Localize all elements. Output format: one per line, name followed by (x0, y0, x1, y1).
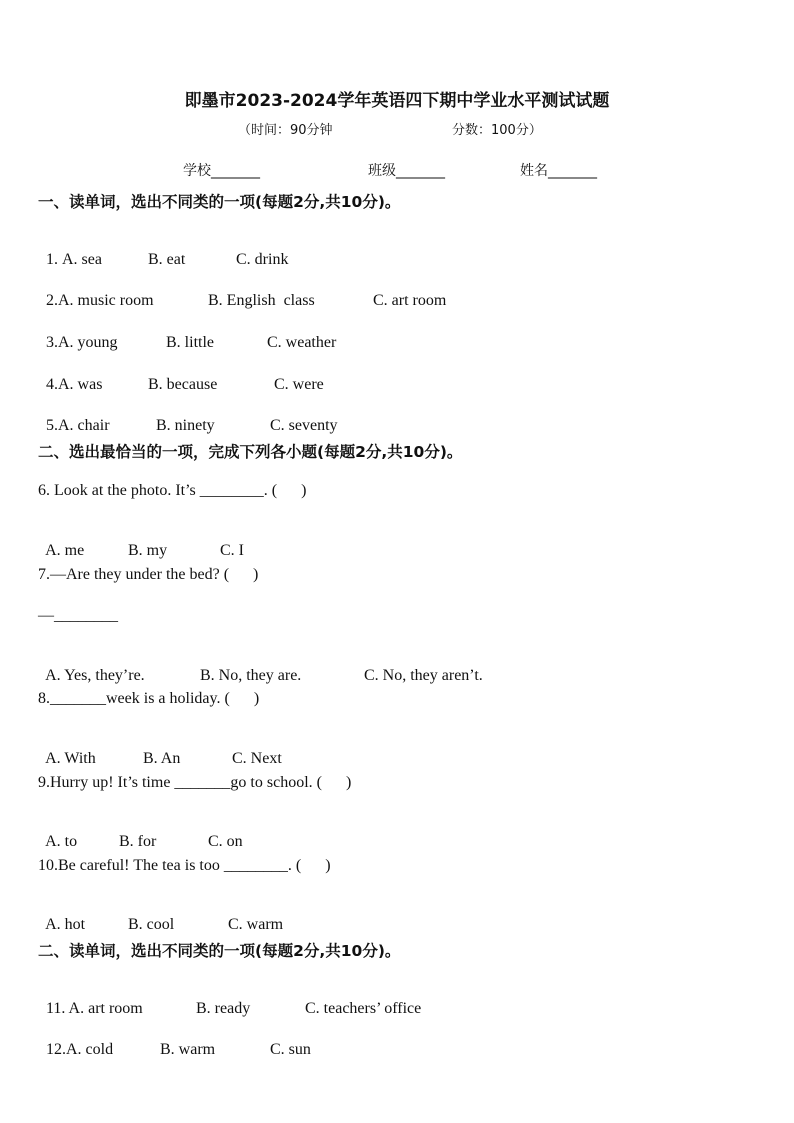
section-heading: 二、读单词，选出不同类的一项(每题2分,共10分)。 (38, 942, 401, 960)
question-number: 12. (46, 1041, 66, 1058)
option-c: C. on (208, 833, 243, 850)
option-b: B. eat (148, 251, 186, 268)
option-a: A. was (58, 376, 103, 393)
option-a: A. sea (62, 251, 102, 268)
option-c: C. drink (236, 251, 289, 268)
option-b: B. my (128, 542, 168, 559)
exam-time: （时间：90分钟 (238, 123, 333, 138)
option-c: C. sun (270, 1041, 311, 1058)
question-number: 3. (46, 334, 58, 351)
question-7-options (38, 649, 483, 685)
question-9-stem: 9.Hurry up! It’s time _______go to school. ( ) (38, 774, 352, 791)
question-7-answer-line: —________ (38, 607, 118, 624)
question-5 (38, 399, 338, 435)
section-heading: 二、选出最恰当的一项，完成下列各小题(每题2分,共10分)。 (38, 443, 463, 461)
question-6-options (38, 524, 244, 560)
option-b: B. ready (196, 1000, 251, 1017)
question-number: 5. (46, 417, 58, 434)
option-b: B. because (148, 376, 218, 393)
option-c: C. teachers’ office (305, 1000, 422, 1017)
option-a: A. hot (45, 916, 86, 933)
option-b: B. for (119, 833, 157, 850)
option-b: B. No, they are. (200, 667, 302, 684)
option-b: B. cool (128, 916, 175, 933)
question-1 (38, 233, 289, 269)
option-b: B. little (166, 334, 214, 351)
option-a: A. me (45, 542, 85, 559)
section-heading: 一、读单词，选出不同类的一项(每题2分,共10分)。 (38, 193, 401, 211)
option-c: C. I (220, 542, 244, 559)
question-2 (38, 274, 447, 310)
option-a: A. art room (68, 1000, 143, 1017)
question-number: 2. (46, 292, 58, 309)
question-9-options (38, 815, 243, 851)
option-b: B. An (143, 750, 181, 767)
question-10-options (38, 898, 284, 934)
option-c: C. art room (373, 292, 447, 309)
question-number: 11. (46, 1000, 69, 1017)
option-a: A. chair (58, 417, 110, 434)
page-title: 即墨市2023-2024学年英语四下期中学业水平测试试题 (184, 91, 610, 111)
option-b: B. English class (208, 292, 315, 309)
option-a: A. Yes, they’re. (45, 667, 145, 684)
question-number: 1. (46, 251, 62, 268)
option-c: C. seventy (270, 417, 338, 434)
question-8-options (38, 732, 282, 768)
option-a: A. to (45, 833, 78, 850)
option-c: C. were (274, 376, 324, 393)
question-7-stem: 7.—Are they under the bed? ( ) (38, 566, 259, 583)
question-4 (38, 358, 324, 394)
option-c: C. warm (228, 916, 284, 933)
option-a: A. young (58, 334, 118, 351)
option-b: B. ninety (156, 417, 215, 434)
question-11 (38, 982, 422, 1018)
option-a: A. cold (66, 1041, 114, 1058)
school-field: 学校_______ (183, 163, 260, 179)
option-c: C. Next (232, 750, 282, 767)
option-c: C. weather (267, 334, 337, 351)
question-3 (38, 316, 337, 352)
question-number: 4. (46, 376, 58, 393)
class-field: 班级_______ (368, 163, 445, 179)
option-a: A. With (45, 750, 96, 767)
name-field: 姓名_______ (520, 163, 597, 179)
option-c: C. No, they aren’t. (364, 667, 483, 684)
question-6-stem: 6. Look at the photo. It’s ________. ( ) (38, 482, 307, 499)
exam-score: 分数：100分） (452, 123, 542, 138)
question-8-stem: 8._______week is a holiday. ( ) (38, 690, 260, 707)
option-b: B. warm (160, 1041, 216, 1058)
question-10-stem: 10.Be careful! The tea is too ________. ( ) (38, 857, 331, 874)
question-12 (38, 1023, 311, 1059)
option-a: A. music room (58, 292, 154, 309)
